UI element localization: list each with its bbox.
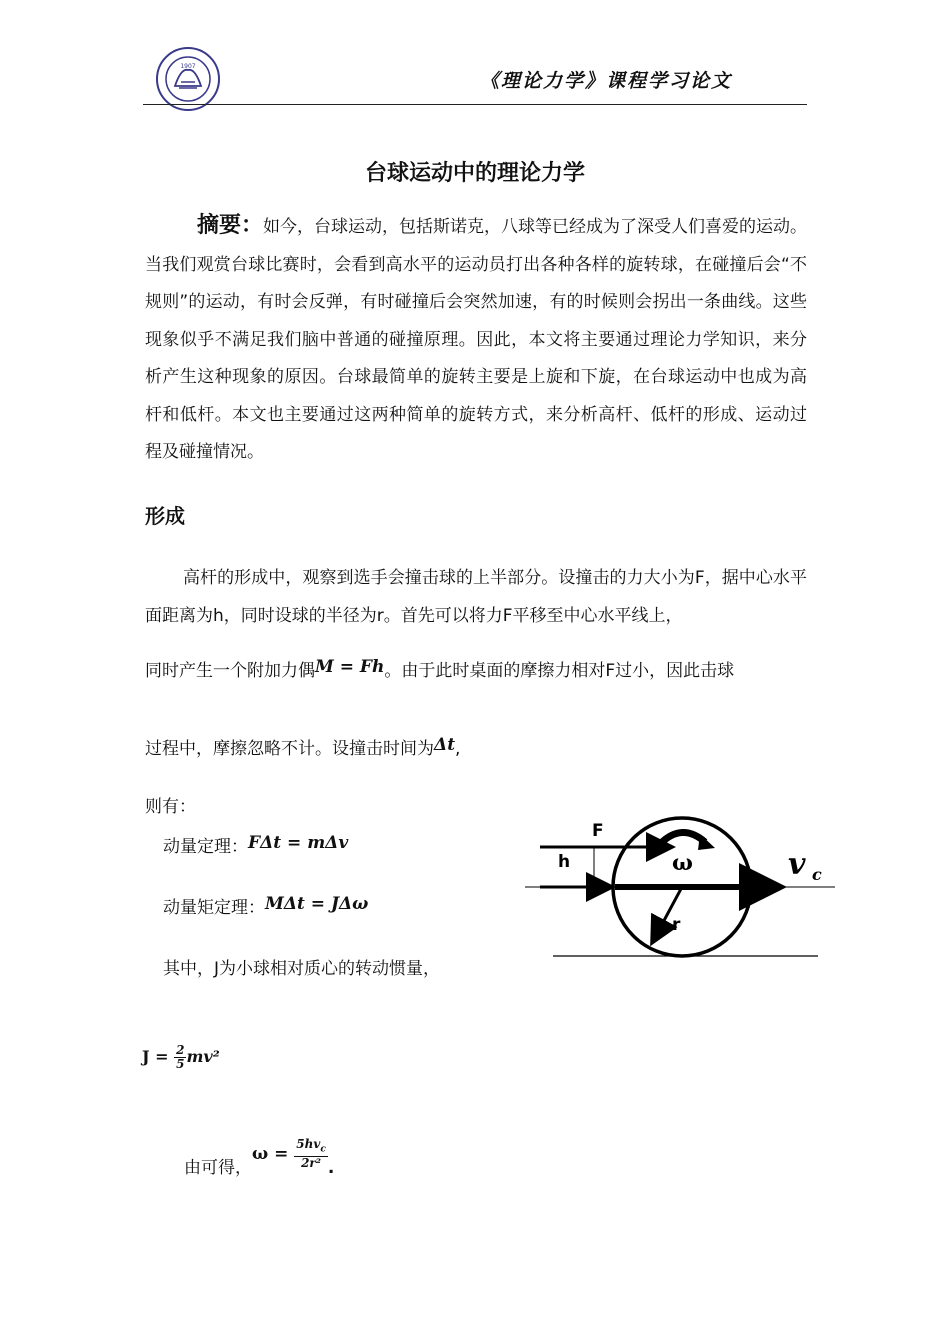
rotation-arc [660,832,705,844]
abstract-label: 摘要： [197,213,264,238]
label-omega: ω [672,850,693,876]
abstract-text: 如今，台球运动，包括斯诺克，八球等已经成为了深受人们喜爱的运动。当我们观赏台球比赛时，会看到高水平的运动员打出各种各样的旋转球，在碰撞后会“不规则”的运动，有时会反弹，有时碰撞后会突然加速，有的时候则会拐出一条曲线。这些现象似乎不满足我们脑中普通的碰撞原理。因此，本文将主要通过理论力学知识，来分析产生这种现象的原因。台球最简单的旋转主要是上旋和下旋，在台球运动中也成为高杆和低杆。本文也主要通过这两种简单的旋转方式，来分析高杆、低杆的形成、运动过程及碰撞情况。 [145,217,808,462]
document-title: 台球运动中的理论力学 [364,161,585,186]
inertia-equation: J = $\frac{2}{5}$ mv² [142,1043,220,1071]
university-logo [155,46,221,112]
angular-equation: MΔt = JΔω [265,894,369,914]
label-v-sub: c [812,865,822,884]
momentum-equation: FΔt = mΔv [248,833,349,853]
result-line: 由可得，ω = $\frac{5hv_c}{\text{2r²}}$ . [184,1137,335,1179]
abstract-paragraph [145,207,807,472]
body-line-4: 过程中，摩擦忽略不计。设撞击时间为Δt, [145,735,461,759]
couple-equation: M = Fh [315,657,385,677]
body-paragraph-1: 高杆的形成中，观察到选手会撞击球的上半部分。设撞击的力大小为F，据中心水平面距离为h，同时设球的半径为r。首先可以将力F平移至中心水平线上， [145,568,807,626]
inertia-note: 其中，J为小球相对质心的转动惯量， [163,959,441,979]
label-v: v [788,847,806,882]
then-label: 则有： [145,797,196,817]
label-F: F [592,821,604,841]
svg-text:1907: 1907 [180,63,196,70]
header-divider [143,104,807,105]
billiard-force-diagram [520,812,840,962]
body-line-3: 同时产生一个附加力偶M = Fh。由于此时桌面的摩擦力相对F过小，因此击球 [145,657,735,681]
momentum-theorem: 动量定理：FΔt = mΔv [163,833,349,857]
label-r: r [672,915,681,935]
delta-t: Δt [434,735,456,755]
omega-fraction: $\frac{5hv_c}{\text{2r²}}$ [296,1137,326,1171]
label-h: h [558,852,571,872]
header-title: 《理论力学》课程学习论文 [479,70,732,92]
angular-momentum-theorem: 动量矩定理：MΔt = JΔω [163,894,369,918]
section-heading: 形成 [145,504,185,528]
